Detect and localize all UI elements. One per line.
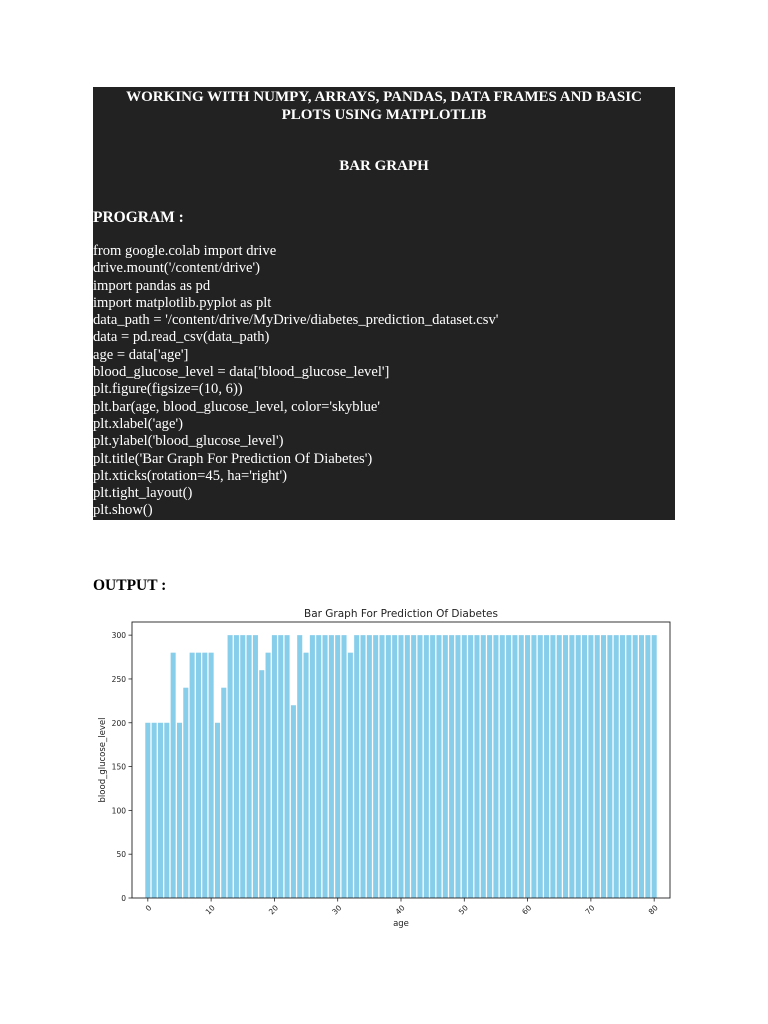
chart-title: Bar Graph For Prediction Of Diabetes — [304, 608, 498, 620]
y-tick-label: 150 — [111, 762, 126, 772]
bar-age-62 — [538, 635, 543, 898]
bar-age-64 — [550, 635, 555, 898]
bar-age-26 — [310, 635, 315, 898]
bar-age-77 — [633, 635, 638, 898]
y-tick-label: 50 — [116, 850, 126, 860]
document-title-line-1: WORKING WITH NUMPY, ARRAYS, PANDAS, DATA FRAMES AND BASIC — [126, 89, 642, 105]
bar-age-66 — [563, 635, 568, 898]
bar-age-39 — [392, 635, 397, 898]
bar-age-59 — [519, 635, 524, 898]
y-tick-label: 300 — [111, 631, 126, 641]
bar-age-67 — [569, 635, 574, 898]
bar-age-69 — [582, 635, 587, 898]
bar-age-50 — [462, 635, 467, 898]
bar-age-31 — [342, 635, 347, 898]
section-title: BAR GRAPH — [339, 158, 429, 174]
code-line: plt.ylabel('blood_glucose_level') — [93, 433, 284, 450]
bar-age-10 — [209, 653, 214, 898]
code-line: plt.figure(figsize=(10, 6)) — [93, 381, 243, 398]
bar-age-73 — [607, 635, 612, 898]
bar-age-23 — [291, 705, 296, 898]
bar-age-44 — [424, 635, 429, 898]
bar-age-54 — [487, 635, 492, 898]
bar-age-17 — [253, 635, 258, 898]
bar-age-70 — [588, 635, 593, 898]
bar-age-27 — [316, 635, 321, 898]
bar-age-13 — [228, 635, 233, 898]
bar-age-20 — [272, 635, 277, 898]
x-tick-label: 20 — [266, 903, 281, 917]
bar-age-33 — [354, 635, 359, 898]
bar-age-3 — [164, 723, 169, 898]
bar-age-7 — [190, 653, 195, 898]
y-tick-label: 250 — [111, 674, 126, 684]
bar-age-6 — [183, 688, 188, 898]
code-line: from google.colab import drive — [93, 243, 277, 259]
code-line: drive.mount('/content/drive') — [93, 260, 260, 277]
code-line: plt.show() — [93, 502, 153, 519]
bar-age-9 — [202, 653, 207, 898]
bar-age-58 — [512, 635, 517, 898]
x-tick-label: 50 — [456, 903, 470, 917]
y-tick-label: 200 — [111, 718, 126, 728]
bar-age-80 — [652, 635, 657, 898]
code-line: import matplotlib.pyplot as plt — [93, 294, 272, 311]
code-line: plt.tight_layout() — [93, 485, 193, 502]
x-axis-label: age — [393, 919, 409, 929]
bar-age-49 — [455, 635, 460, 898]
bar-age-24 — [297, 635, 302, 898]
bar-age-79 — [645, 635, 650, 898]
y-axis-label: blood_glucose_level — [98, 717, 108, 803]
bar-age-28 — [323, 635, 328, 898]
document-title — [93, 88, 675, 124]
bar-age-53 — [481, 635, 486, 898]
bar-age-15 — [240, 635, 245, 898]
bars-group — [145, 635, 656, 898]
y-tick-label: 100 — [111, 806, 126, 816]
bar-age-21 — [278, 635, 283, 898]
x-tick-label: 70 — [583, 903, 597, 917]
bar-age-5 — [177, 723, 182, 898]
bar-age-45 — [430, 635, 435, 898]
bar-age-19 — [266, 653, 271, 898]
bar-age-8 — [196, 653, 201, 898]
bar-age-22 — [285, 635, 290, 898]
bar-age-16 — [247, 635, 252, 898]
bar-age-65 — [557, 635, 562, 898]
bar-age-35 — [367, 635, 372, 898]
bar-age-76 — [626, 635, 631, 898]
bar-age-36 — [373, 635, 378, 898]
bar-age-1 — [152, 723, 157, 898]
bar-age-46 — [436, 635, 441, 898]
bar-age-74 — [614, 635, 619, 898]
code-line: blood_glucose_level = data['blood_glucose_level'] — [93, 364, 390, 381]
output-label: OUTPUT : — [93, 577, 167, 594]
bar-age-14 — [234, 635, 239, 898]
code-line: data_path = '/content/drive/MyDrive/diabetes_prediction_dataset.csv' — [93, 312, 499, 329]
x-tick-label: 0 — [143, 903, 154, 914]
bar-age-51 — [468, 635, 473, 898]
bar-age-47 — [443, 635, 448, 898]
bar-age-71 — [595, 635, 600, 898]
document-title-line-2: PLOTS USING MATPLOTLIB — [281, 107, 487, 123]
code-line: plt.bar(age, blood_glucose_level, color='skyblue' — [93, 398, 381, 415]
bar-age-56 — [500, 635, 505, 898]
bar-age-72 — [601, 635, 606, 898]
bar-age-60 — [525, 635, 530, 898]
bar-age-55 — [493, 635, 498, 898]
code-line: plt.xlabel('age') — [93, 415, 183, 432]
program-label: PROGRAM : — [93, 209, 184, 226]
x-axis — [144, 898, 660, 916]
bar-age-12 — [221, 688, 226, 898]
bar-age-2 — [158, 723, 163, 898]
x-tick-label: 80 — [646, 903, 660, 917]
bar-age-78 — [639, 635, 644, 898]
x-tick-label: 60 — [520, 903, 534, 917]
bar-age-0 — [145, 723, 150, 898]
bar-age-29 — [329, 635, 334, 898]
code-panel — [93, 87, 675, 520]
y-axis — [112, 631, 132, 903]
code-line: plt.title('Bar Graph For Prediction Of Diabetes') — [93, 450, 373, 467]
x-tick-label: 40 — [393, 903, 407, 917]
bar-age-75 — [620, 635, 625, 898]
x-tick-label: 10 — [203, 903, 217, 917]
y-tick-label: 0 — [121, 894, 126, 903]
bar-age-30 — [335, 635, 340, 898]
bar-age-61 — [531, 635, 536, 898]
code-line: age = data['age'] — [93, 346, 189, 363]
code-line: plt.xticks(rotation=45, ha='right') — [93, 467, 287, 484]
bar-age-11 — [215, 723, 220, 898]
bar-age-37 — [379, 635, 384, 898]
bar-age-57 — [506, 635, 511, 898]
code-line: import pandas as pd — [93, 277, 211, 294]
bar-age-4 — [171, 653, 176, 898]
bar-age-32 — [348, 653, 353, 898]
bar-chart — [90, 600, 680, 940]
bar-age-52 — [474, 635, 479, 898]
bar-age-48 — [449, 635, 454, 898]
bar-age-40 — [398, 635, 403, 898]
bar-age-34 — [360, 635, 365, 898]
bar-age-41 — [405, 635, 410, 898]
x-tick-label: 30 — [330, 903, 344, 917]
bar-age-43 — [417, 635, 422, 898]
code-listing — [93, 243, 498, 520]
bar-age-38 — [386, 635, 391, 898]
bar-age-42 — [411, 635, 416, 898]
bar-age-68 — [576, 635, 581, 898]
bar-age-25 — [304, 653, 309, 898]
bar-age-63 — [544, 635, 549, 898]
bar-age-18 — [259, 670, 264, 898]
code-line: data = pd.read_csv(data_path) — [93, 329, 270, 346]
